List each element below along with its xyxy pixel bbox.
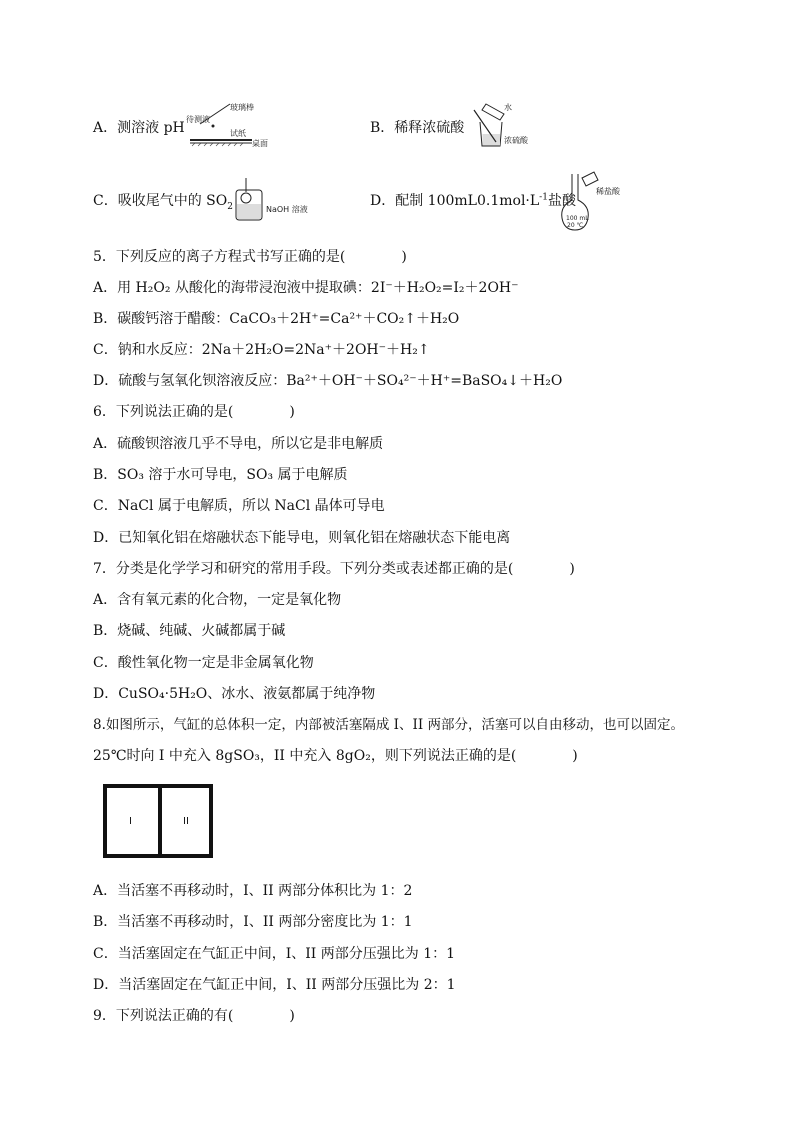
q5-option-d: D．硫酸与氢氧化钡溶液反应：Ba²⁺＋OH⁻＋SO₄²⁻＋H⁺=BaSO₄↓＋H₂O bbox=[93, 373, 563, 389]
q8-option-a: A．当活塞不再移动时，I、II 两部分体积比为 1：2 bbox=[93, 883, 413, 899]
q4-option-d-text-post: 盐酸 bbox=[547, 193, 576, 209]
q7-option-a: A．含有氧元素的化合物，一定是氧化物 bbox=[93, 592, 342, 608]
q5-option-a: A．用 H₂O₂ 从酸化的海带浸泡液中提取碘：2I⁻＋H₂O₂=I₂＋2OH⁻ bbox=[93, 280, 519, 296]
fig-label-dilute-hcl: 稀盐酸 bbox=[596, 187, 620, 196]
q8-stem-line1: 8.如图所示，气缸的总体积一定，内部被活塞隔成 I、II 两部分，活塞可以自由移动，也可以固定。 bbox=[93, 717, 684, 733]
q4-option-b-letter: B． bbox=[370, 120, 395, 136]
piston bbox=[158, 788, 162, 854]
q7-stem: 7．分类是化学学习和研究的常用手段。下列分类或表述都正确的是( ) bbox=[93, 561, 575, 577]
fig-label-flask-temp: 20 ℃ bbox=[567, 222, 584, 229]
q4-option-d-sup: -1 bbox=[539, 192, 548, 203]
dilute-acid-figure bbox=[470, 100, 540, 152]
cylinder-diagram bbox=[103, 784, 213, 858]
q4-option-a bbox=[93, 119, 185, 137]
ph-test-figure bbox=[186, 100, 276, 150]
q4-option-b-text: 稀释浓硫酸 bbox=[394, 120, 465, 136]
q6-option-c: C．NaCl 属于电解质，所以 NaCl 晶体可导电 bbox=[93, 498, 385, 514]
q6-option-a: A．硫酸钡溶液几乎不导电，所以它是非电解质 bbox=[93, 436, 384, 452]
q8-stem-line2: 25℃时向 I 中充入 8gSO₃，II 中充入 8gO₂，则下列说法正确的是( ) bbox=[93, 748, 578, 764]
q9-stem: 9．下列说法正确的有( ) bbox=[93, 1008, 295, 1024]
q4-option-a-text: 测溶液 pH bbox=[117, 120, 185, 136]
q6-option-d: D．已知氧化铝在熔融状态下能导电，则氧化铝在熔融状态下能电离 bbox=[93, 530, 511, 546]
q5-option-c: C．钠和水反应：2Na＋2H₂O=2Na⁺＋2OH⁻＋H₂↑ bbox=[93, 342, 430, 358]
q4-option-c-sub: 2 bbox=[227, 201, 233, 212]
fig-label-flask-vol: 100 mL bbox=[566, 215, 589, 222]
q4-option-c-text: 吸收尾气中的 SO bbox=[117, 193, 228, 209]
fig-label-test-paper: 试纸 bbox=[230, 129, 246, 138]
q4-option-d-text-pre: 配制 100mL0.1mol·L bbox=[395, 193, 540, 209]
q4-option-d bbox=[370, 192, 576, 210]
q4-option-d-letter: D． bbox=[370, 193, 396, 209]
q7-option-b: B．烧碱、纯碱、火碱都属于碱 bbox=[93, 623, 286, 639]
fig-label-water: 水 bbox=[504, 103, 512, 112]
fig-label-naoh: NaOH 溶液 bbox=[266, 205, 308, 214]
q7-option-c: C．酸性氧化物一定是非金属氧化物 bbox=[93, 655, 314, 671]
fig-label-glass-rod: 玻璃棒 bbox=[230, 103, 254, 112]
q4-option-c bbox=[93, 192, 233, 210]
q4-option-a-letter: A． bbox=[93, 120, 118, 136]
fig-label-test-solution: 待测液 bbox=[186, 115, 210, 124]
fig-label-conc-acid: 浓硫酸 bbox=[504, 136, 528, 145]
volumetric-flask-figure bbox=[558, 170, 628, 234]
q6-stem: 6．下列说法正确的是( ) bbox=[93, 404, 295, 420]
cylinder-part-ii-label: II bbox=[183, 816, 189, 827]
q8-option-b: B．当活塞不再移动时，I、II 两部分密度比为 1：1 bbox=[93, 914, 413, 930]
q4-option-b bbox=[370, 119, 464, 137]
q8-option-d: D．当活塞固定在气缸正中间，I、II 两部分压强比为 2：1 bbox=[93, 977, 456, 993]
q5-stem: 5．下列反应的离子方程式书写正确的是( ) bbox=[93, 249, 407, 265]
q4-option-c-letter: C． bbox=[93, 193, 118, 209]
q7-option-d: D．CuSO₄·5H₂O、冰水、液氨都属于纯净物 bbox=[93, 686, 376, 702]
q5-option-b: B．碳酸钙溶于醋酸：CaCO₃＋2H⁺=Ca²⁺＋CO₂↑＋H₂O bbox=[93, 311, 460, 327]
q8-option-c: C．当活塞固定在气缸正中间，I、II 两部分压强比为 1：1 bbox=[93, 946, 456, 962]
cylinder-part-i-label: I bbox=[129, 816, 132, 827]
absorb-so2-figure bbox=[230, 176, 320, 224]
fig-label-table: 桌面 bbox=[252, 139, 268, 148]
q6-option-b: B．SO₃ 溶于水可导电，SO₃ 属于电解质 bbox=[93, 467, 348, 483]
